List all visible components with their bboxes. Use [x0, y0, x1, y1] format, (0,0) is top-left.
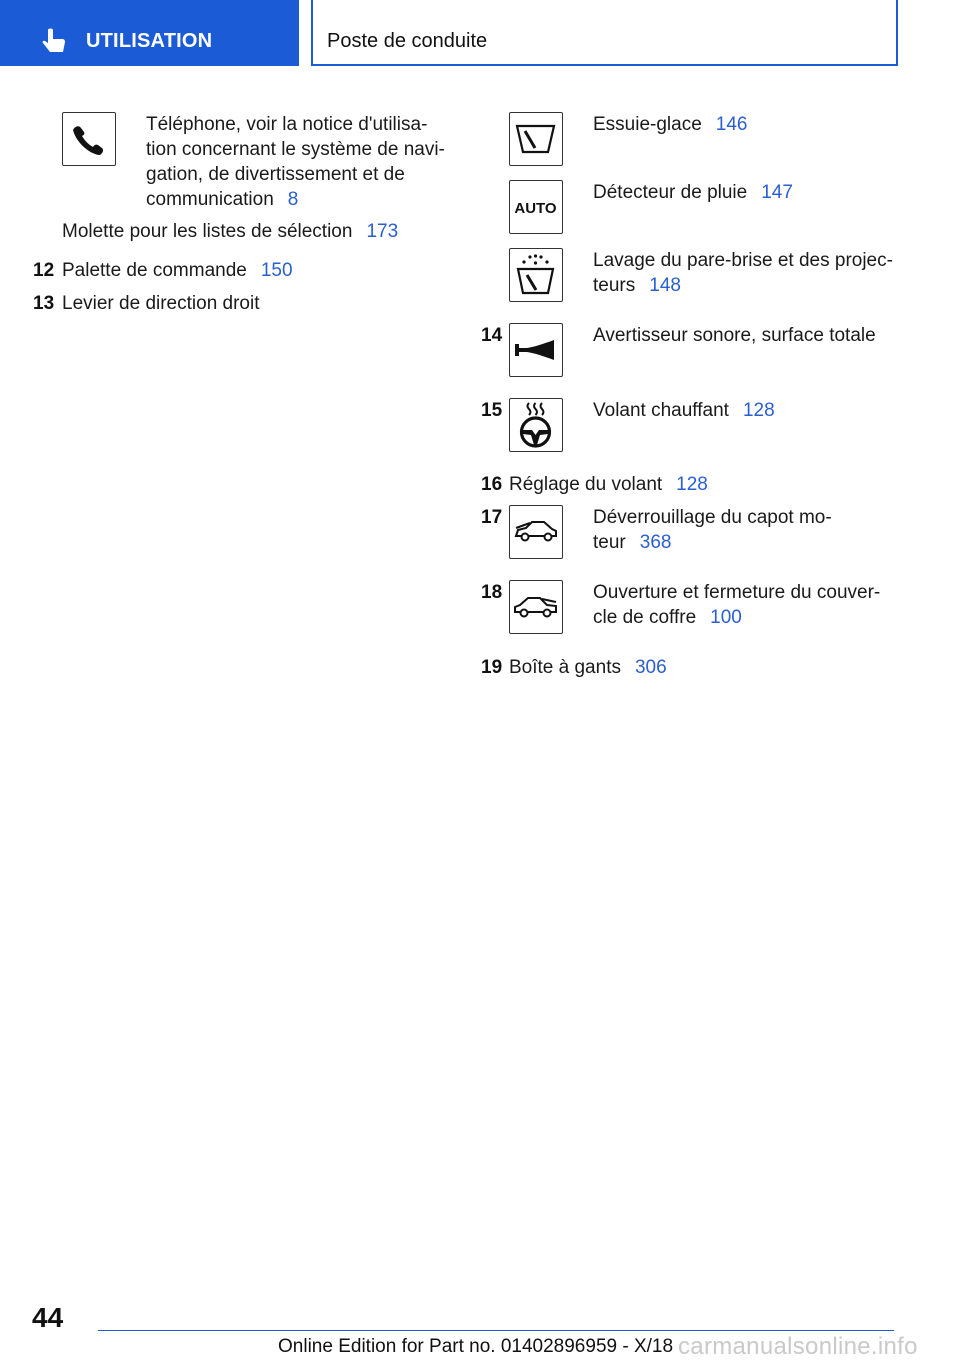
page-reference-link[interactable]: 173 [366, 221, 399, 242]
text-line: Lavage du pare-brise et des projec- [593, 250, 893, 271]
page-reference-link[interactable]: 150 [260, 260, 293, 281]
page-header [0, 0, 960, 66]
selection-wheel-item [62, 219, 398, 244]
item-14 [593, 323, 876, 348]
item-text: Levier de direction droit [62, 293, 260, 314]
item-text: Essuie-glace [593, 114, 702, 135]
section-tab[interactable] [0, 0, 299, 66]
item-number: 14 [481, 325, 503, 346]
item-text: Volant chauffant [593, 400, 729, 421]
item-number: 15 [481, 400, 503, 421]
washer-icon [509, 248, 563, 302]
page-reference-link[interactable]: 368 [639, 532, 672, 553]
page-reference-link[interactable]: 128 [742, 400, 775, 421]
telephone-icon [62, 112, 116, 166]
item-number: 18 [481, 582, 503, 603]
chapter-title-box [311, 0, 898, 66]
item-number: 12 [33, 260, 55, 281]
text-line: gation, de divertissement et de [146, 164, 405, 185]
hand-pointer-icon [40, 26, 70, 56]
item-text: Palette de commande [62, 260, 247, 281]
section-label: UTILISATION [86, 30, 213, 52]
item-17 [593, 505, 832, 555]
item-19 [509, 655, 667, 680]
item-number: 17 [481, 507, 503, 528]
text-line: communication [146, 189, 274, 210]
item-16 [509, 472, 708, 497]
hood-release-icon [509, 505, 563, 559]
trunk-icon [509, 580, 563, 634]
horn-icon [509, 323, 563, 377]
item-text: Détecteur de pluie [593, 182, 748, 203]
page-reference-link[interactable]: 100 [710, 607, 742, 628]
footer-divider [98, 1330, 894, 1331]
item-text: Boîte à gants [509, 657, 621, 678]
item-12 [62, 258, 293, 283]
page-reference-link[interactable]: 146 [715, 114, 748, 135]
item-text: Avertisseur sonore, surface totale [593, 325, 876, 346]
heated-steering-wheel-icon [509, 398, 563, 452]
item-text: Réglage du volant [509, 474, 663, 495]
text-line: Téléphone, voir la notice d'utilisa- [146, 114, 428, 135]
wiper-item [593, 112, 747, 137]
page-number: 44 [32, 1302, 64, 1333]
watermark: carmanualsonline.info [678, 1333, 918, 1360]
auto-icon [509, 180, 563, 234]
telephone-description [146, 112, 445, 212]
rain-sensor-item [593, 180, 793, 205]
washer-item [593, 248, 893, 298]
page-reference-link[interactable]: 147 [761, 182, 793, 203]
item-number: 16 [481, 474, 503, 495]
text-line: teur [593, 532, 626, 553]
item-13 [62, 291, 260, 316]
wiper-icon [509, 112, 563, 166]
text-line: Déverrouillage du capot mo- [593, 507, 832, 528]
chapter-title: Poste de conduite [327, 30, 488, 52]
page-reference-link[interactable]: 148 [649, 275, 681, 296]
page-reference-link[interactable]: 8 [287, 189, 299, 210]
text-line: teurs [593, 275, 636, 296]
text-line: Ouverture et fermeture du couver- [593, 582, 881, 603]
item-number: 19 [481, 657, 503, 678]
text-line: tion concernant le système de navi- [146, 139, 445, 160]
auto-icon-text: AUTO [514, 200, 557, 217]
item-text: Molette pour les listes de sélection [62, 221, 353, 242]
text-line: cle de coffre [593, 607, 697, 628]
edition-text: Online Edition for Part no. 01402896959 - X/18 [278, 1336, 674, 1357]
item-number: 13 [33, 293, 55, 314]
item-15 [593, 398, 775, 423]
item-18 [593, 580, 880, 630]
page-reference-link[interactable]: 306 [634, 657, 667, 678]
page-reference-link[interactable]: 128 [676, 474, 708, 495]
